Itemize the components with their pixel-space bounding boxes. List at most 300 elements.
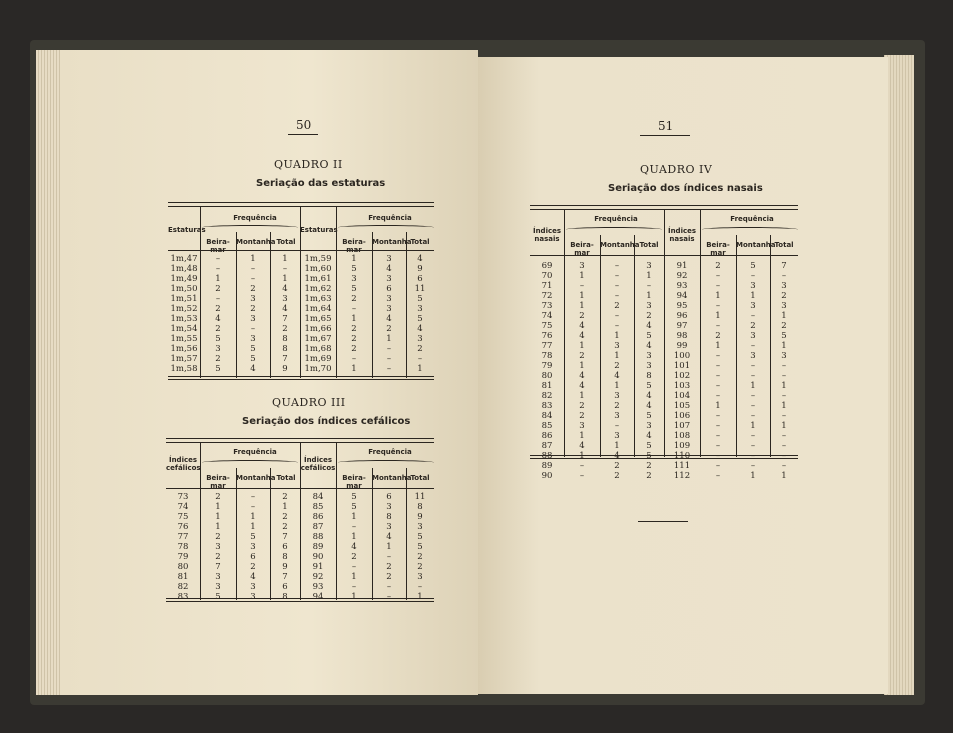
table-cell: 1: [215, 522, 221, 532]
table-cell: –: [715, 321, 721, 331]
table-cell: 2: [282, 512, 288, 522]
table-cell: 1: [351, 592, 357, 602]
table-cell: –: [781, 451, 787, 461]
table-cell: 3: [579, 421, 585, 431]
table-cell: 1: [781, 381, 787, 391]
table-cell: 1: [282, 254, 288, 264]
page-edges-right: [884, 55, 914, 695]
table-cell: 80: [541, 371, 553, 381]
table-cell: –: [750, 461, 756, 471]
quadro-2-title: QUADRO II: [274, 158, 343, 171]
table-cell: 4: [417, 324, 423, 334]
table-cell: 81: [541, 381, 553, 391]
table-cell: –: [417, 582, 423, 592]
table-cell: 1: [215, 502, 221, 512]
table-cell: –: [750, 371, 756, 381]
table-cell: –: [215, 294, 221, 304]
table-cell: 73: [541, 301, 553, 311]
table-cell: 1m,53: [170, 314, 198, 324]
table-cell: 1: [750, 421, 756, 431]
table-cell: 4: [386, 314, 392, 324]
table-cell: 5: [417, 314, 423, 324]
table-cell: –: [351, 354, 357, 364]
table-cell: 6: [282, 542, 288, 552]
table-cell: 6: [250, 552, 256, 562]
table-cell: 3: [579, 261, 585, 271]
table-cell: 3: [781, 281, 787, 291]
table-cell: 9: [282, 562, 288, 572]
table-cell: 2: [417, 344, 423, 354]
table-cell: 1m,64: [304, 304, 332, 314]
table-cell: 9: [417, 264, 423, 274]
table-cell: 5: [351, 284, 357, 294]
table-cell: 2: [579, 401, 585, 411]
table-cell: 5: [781, 331, 787, 341]
table-cell: 5: [646, 451, 652, 461]
table-cell: 5: [215, 592, 221, 602]
table-cell: –: [715, 451, 721, 461]
table-cell: 2: [215, 492, 221, 502]
table-cell: 3: [250, 592, 256, 602]
table-cell: –: [417, 354, 423, 364]
table-cell: 99: [676, 341, 688, 351]
table-cell: –: [386, 354, 392, 364]
table-cell: 101: [673, 361, 691, 371]
table-cell: 4: [579, 371, 585, 381]
table-cell: 87: [541, 441, 553, 451]
table-cell: –: [215, 264, 221, 274]
table-cell: 1m,56: [170, 344, 198, 354]
table-cell: 2: [215, 532, 221, 542]
table-cell: 3: [250, 334, 256, 344]
table-cell: –: [250, 324, 256, 334]
col-header-estaturas: Estaturas: [168, 226, 206, 234]
table-cell: 8: [386, 512, 392, 522]
table-cell: 6: [386, 492, 392, 502]
table-cell: 5: [250, 354, 256, 364]
table-cell: –: [646, 281, 652, 291]
table-cell: 100: [673, 351, 691, 361]
table-cell: –: [250, 502, 256, 512]
table-cell: 3: [386, 294, 392, 304]
table-cell: 4: [646, 321, 652, 331]
table-cell: 2: [646, 461, 652, 471]
table-bottom-rule: [166, 598, 434, 599]
table-cell: 84: [312, 492, 324, 502]
table-cell: 1m,63: [304, 294, 332, 304]
col-header-montanha-2: Montanha: [372, 474, 412, 482]
table-cell: 75: [541, 321, 553, 331]
table-cell: –: [750, 391, 756, 401]
table-cell: 1: [579, 341, 585, 351]
table-top-rule-2: [168, 206, 434, 207]
table-cell: 76: [541, 331, 553, 341]
table-cell: 8: [282, 552, 288, 562]
table-cell: 72: [541, 291, 553, 301]
table-cell: 1: [250, 254, 256, 264]
table-cell: 4: [282, 284, 288, 294]
table-cell: 1: [579, 291, 585, 301]
table-cell: –: [715, 381, 721, 391]
table-top-rule: [166, 438, 434, 439]
table-cell: –: [250, 492, 256, 502]
table-cell: 2: [250, 304, 256, 314]
col-header-total-2: Total: [410, 238, 430, 246]
table-cell: 93: [676, 281, 688, 291]
quadro-3-subtitle: Seriação dos índices cefálicos: [242, 416, 411, 427]
table-cell: 1: [351, 314, 357, 324]
table-cell: 8: [282, 592, 288, 602]
quadro-4-title: QUADRO IV: [640, 163, 713, 176]
col-header-beira-mar-2: Beira-mar: [342, 238, 366, 254]
table-cell: 7: [282, 572, 288, 582]
table-cell: –: [614, 291, 620, 301]
quadro-4-subtitle: Seriação dos índices nasais: [608, 183, 763, 194]
table-cell: 1m,69: [304, 354, 332, 364]
table-cell: 3: [250, 542, 256, 552]
table-cell: 1: [417, 592, 423, 602]
table-cell: 108: [673, 431, 691, 441]
col-header-montanha: Montanha: [600, 241, 640, 249]
table-cell: 94: [676, 291, 688, 301]
table-cell: 4: [646, 401, 652, 411]
col-header-frequencia: Frequência: [233, 214, 277, 222]
table-cell: 1m,52: [170, 304, 198, 314]
table-cell: –: [351, 304, 357, 314]
table-cell: 3: [250, 582, 256, 592]
table-cell: 70: [541, 271, 553, 281]
table-cell: 1m,66: [304, 324, 332, 334]
table-cell: –: [781, 391, 787, 401]
table-cell: 2: [215, 284, 221, 294]
table-cell: –: [750, 431, 756, 441]
table-cell: 2: [282, 522, 288, 532]
table-cell: 2: [417, 552, 423, 562]
table-cell: –: [614, 421, 620, 431]
table-cell: 2: [614, 461, 620, 471]
table-cell: 1: [386, 334, 392, 344]
table-cell: 2: [614, 361, 620, 371]
table-cell: 4: [646, 431, 652, 441]
table-cell: –: [386, 592, 392, 602]
table-cell: 1m,65: [304, 314, 332, 324]
table-cell: 3: [646, 351, 652, 361]
table-cell: 4: [250, 364, 256, 374]
table-cell: 1: [579, 451, 585, 461]
table-cell: –: [781, 271, 787, 281]
table-cell: –: [282, 264, 288, 274]
table-cell: 78: [541, 351, 553, 361]
table-cell: 3: [614, 391, 620, 401]
table-cell: 1: [781, 471, 787, 481]
table-cell: 82: [177, 582, 189, 592]
table-cell: 107: [673, 421, 691, 431]
table-cell: 86: [541, 431, 553, 441]
table-cell: 1: [351, 532, 357, 542]
table-cell: 105: [673, 401, 691, 411]
table-cell: 1: [351, 572, 357, 582]
right-page: [478, 57, 888, 694]
table-cell: 80: [177, 562, 189, 572]
table-cell: 2: [351, 344, 357, 354]
table-cell: –: [614, 281, 620, 291]
table-cell: 1: [282, 274, 288, 284]
header-brace-2: [702, 227, 798, 232]
table-cell: 85: [312, 502, 324, 512]
table-cell: 1: [781, 341, 787, 351]
table-cell: 2: [386, 562, 392, 572]
table-cell: 4: [614, 371, 620, 381]
table-cell: 3: [250, 314, 256, 324]
table-cell: –: [715, 301, 721, 311]
table-cell: 3: [386, 522, 392, 532]
col-header-frequencia: Frequência: [233, 448, 277, 456]
table-cell: 1: [781, 421, 787, 431]
table-cell: 1: [750, 291, 756, 301]
table-cell: 1: [579, 431, 585, 441]
table-cell: 2: [715, 261, 721, 271]
table-cell: –: [750, 271, 756, 281]
table-cell: –: [614, 311, 620, 321]
table-cell: –: [781, 441, 787, 451]
table-cell: 3: [386, 254, 392, 264]
table-cell: 2: [351, 294, 357, 304]
table-cell: 88: [541, 451, 553, 461]
col-header-total: Total: [639, 241, 659, 249]
header-brace: [566, 227, 662, 232]
table-cell: –: [715, 421, 721, 431]
table-cell: 2: [781, 291, 787, 301]
table-cell: 2: [282, 324, 288, 334]
table-cell: 92: [312, 572, 324, 582]
table-cell: 5: [646, 411, 652, 421]
table-cell: 11: [414, 492, 426, 502]
table-bottom-rule-2: [166, 601, 434, 602]
table-cell: 1: [250, 522, 256, 532]
table-cell: 1m,60: [304, 264, 332, 274]
table-cell: 1: [614, 351, 620, 361]
table-cell: 1: [579, 301, 585, 311]
table-cell: 97: [676, 321, 688, 331]
col-header-frequencia-2: Frequência: [368, 448, 412, 456]
table-cell: 89: [312, 542, 324, 552]
table-cell: 89: [541, 461, 553, 471]
table-cell: 3: [614, 341, 620, 351]
table-cell: –: [386, 582, 392, 592]
table-cell: 2: [750, 321, 756, 331]
table-cell: –: [781, 361, 787, 371]
table-cell: 78: [177, 542, 189, 552]
table-cell: 1m,47: [170, 254, 198, 264]
col-header-montanha: Montanha: [236, 238, 276, 246]
table-cell: 2: [215, 304, 221, 314]
table-cell: –: [715, 411, 721, 421]
table-cell: 1m,55: [170, 334, 198, 344]
table-cell: 2: [250, 284, 256, 294]
col-header-frequencia-2: Frequência: [730, 215, 774, 223]
table-cell: 5: [417, 532, 423, 542]
table-cell: –: [614, 261, 620, 271]
table-cell: 3: [750, 331, 756, 341]
table-cell: 2: [579, 351, 585, 361]
table-cell: 2: [646, 471, 652, 481]
table-cell: 1: [417, 364, 423, 374]
table-cell: 3: [351, 274, 357, 284]
table-cell: –: [781, 371, 787, 381]
table-cell: 8: [417, 502, 423, 512]
col-header-beira-mar-2: Beira-mar: [706, 241, 730, 257]
table-cell: 1: [750, 471, 756, 481]
table-cell: –: [715, 391, 721, 401]
table-cell: 74: [177, 502, 189, 512]
table-cell: 3: [282, 294, 288, 304]
divider: [640, 135, 690, 136]
table-cell: 1: [715, 341, 721, 351]
col-header-total: Total: [276, 474, 296, 482]
table-cell: 6: [417, 274, 423, 284]
table-cell: –: [579, 281, 585, 291]
table-cell: 5: [351, 264, 357, 274]
table-cell: –: [715, 281, 721, 291]
table-cell: 1m,67: [304, 334, 332, 344]
table-cell: 7: [781, 261, 787, 271]
table-cell: 3: [781, 351, 787, 361]
table-cell: 1: [715, 401, 721, 411]
table-cell: 2: [351, 552, 357, 562]
table-cell: –: [750, 401, 756, 411]
table-cell: –: [250, 264, 256, 274]
table-cell: 4: [579, 331, 585, 341]
table-cell: 4: [646, 341, 652, 351]
table-cell: 5: [750, 261, 756, 271]
table-cell: 1: [250, 512, 256, 522]
table-cell: 82: [541, 391, 553, 401]
table-bottom-rule-2: [168, 379, 434, 380]
table-cell: 7: [282, 314, 288, 324]
left-page: [60, 50, 478, 695]
table-cell: 3: [646, 261, 652, 271]
table-cell: 2: [417, 562, 423, 572]
header-brace-2: [338, 225, 434, 230]
table-cell: 84: [541, 411, 553, 421]
table-cell: –: [715, 441, 721, 451]
table-cell: 1m,51: [170, 294, 198, 304]
table-cell: –: [715, 271, 721, 281]
table-cell: –: [750, 411, 756, 421]
table-cell: 2: [646, 311, 652, 321]
table-cell: 3: [215, 582, 221, 592]
table-cell: 1m,62: [304, 284, 332, 294]
table-cell: –: [579, 461, 585, 471]
table-cell: 3: [250, 294, 256, 304]
table-cell: 6: [386, 284, 392, 294]
col-header-frequencia-2: Frequência: [368, 214, 412, 222]
table-cell: 1: [351, 254, 357, 264]
table-cell: 7: [215, 562, 221, 572]
table-cell: 98: [676, 331, 688, 341]
table-cell: 2: [715, 331, 721, 341]
table-cell: 3: [386, 304, 392, 314]
table-cell: 5: [250, 344, 256, 354]
table-cell: 5: [646, 441, 652, 451]
table-cell: 93: [312, 582, 324, 592]
col-header-montanha: Montanha: [236, 474, 276, 482]
col-header-indices-cefalicos-2: Índices cefálicos: [300, 456, 336, 472]
table-cell: 6: [282, 582, 288, 592]
table-cell: 3: [215, 542, 221, 552]
table-cell: –: [715, 431, 721, 441]
table-cell: 1m,49: [170, 274, 198, 284]
table-cell: 5: [646, 381, 652, 391]
table-cell: –: [215, 254, 221, 264]
table-cell: 2: [250, 562, 256, 572]
table-cell: 69: [541, 261, 553, 271]
quadro-3-title: QUADRO III: [272, 396, 346, 409]
table-cell: 103: [673, 381, 691, 391]
table-cell: 1m,50: [170, 284, 198, 294]
table-cell: 1: [386, 542, 392, 552]
table-cell: 1: [614, 331, 620, 341]
table-cell: 4: [282, 304, 288, 314]
table-cell: 4: [351, 542, 357, 552]
table-bottom-rule: [168, 376, 434, 377]
table-cell: 71: [541, 281, 553, 291]
table-cell: 3: [417, 572, 423, 582]
table-cell: 79: [541, 361, 553, 371]
table-cell: 1: [781, 311, 787, 321]
col-header-total: Total: [276, 238, 296, 246]
col-header-total-2: Total: [410, 474, 430, 482]
table-cell: 1: [715, 291, 721, 301]
table-cell: –: [715, 371, 721, 381]
col-header-beira-mar-2: Beira-mar: [342, 474, 366, 490]
table-cell: 85: [541, 421, 553, 431]
table-cell: 1m,54: [170, 324, 198, 334]
table-cell: 3: [750, 351, 756, 361]
table-cell: 1m,61: [304, 274, 332, 284]
table-cell: 2: [351, 334, 357, 344]
table-cell: 77: [177, 532, 189, 542]
table-cell: 11: [414, 284, 426, 294]
table-cell: 3: [215, 344, 221, 354]
table-cell: –: [351, 582, 357, 592]
table-cell: 1m,70: [304, 364, 332, 374]
table-cell: 91: [312, 562, 324, 572]
table-cell: –: [386, 364, 392, 374]
table-cell: 4: [386, 532, 392, 542]
table-cell: 5: [646, 331, 652, 341]
table-cell: 110: [673, 451, 691, 461]
table-cell: –: [715, 351, 721, 361]
table-cell: 7: [282, 532, 288, 542]
table-cell: 3: [417, 522, 423, 532]
table-cell: –: [614, 321, 620, 331]
table-cell: 94: [312, 592, 324, 602]
table-cell: 95: [676, 301, 688, 311]
table-cell: 1: [579, 271, 585, 281]
col-header-total-2: Total: [774, 241, 794, 249]
header-brace: [202, 225, 298, 230]
table-cell: –: [750, 341, 756, 351]
table-cell: 1m,68: [304, 344, 332, 354]
col-header-montanha-2: Montanha: [736, 241, 776, 249]
table-cell: 1m,48: [170, 264, 198, 274]
end-divider: [638, 521, 688, 522]
table-cell: 3: [386, 274, 392, 284]
table-cell: 1: [351, 512, 357, 522]
table-cell: 81: [177, 572, 189, 582]
table-cell: 5: [417, 542, 423, 552]
